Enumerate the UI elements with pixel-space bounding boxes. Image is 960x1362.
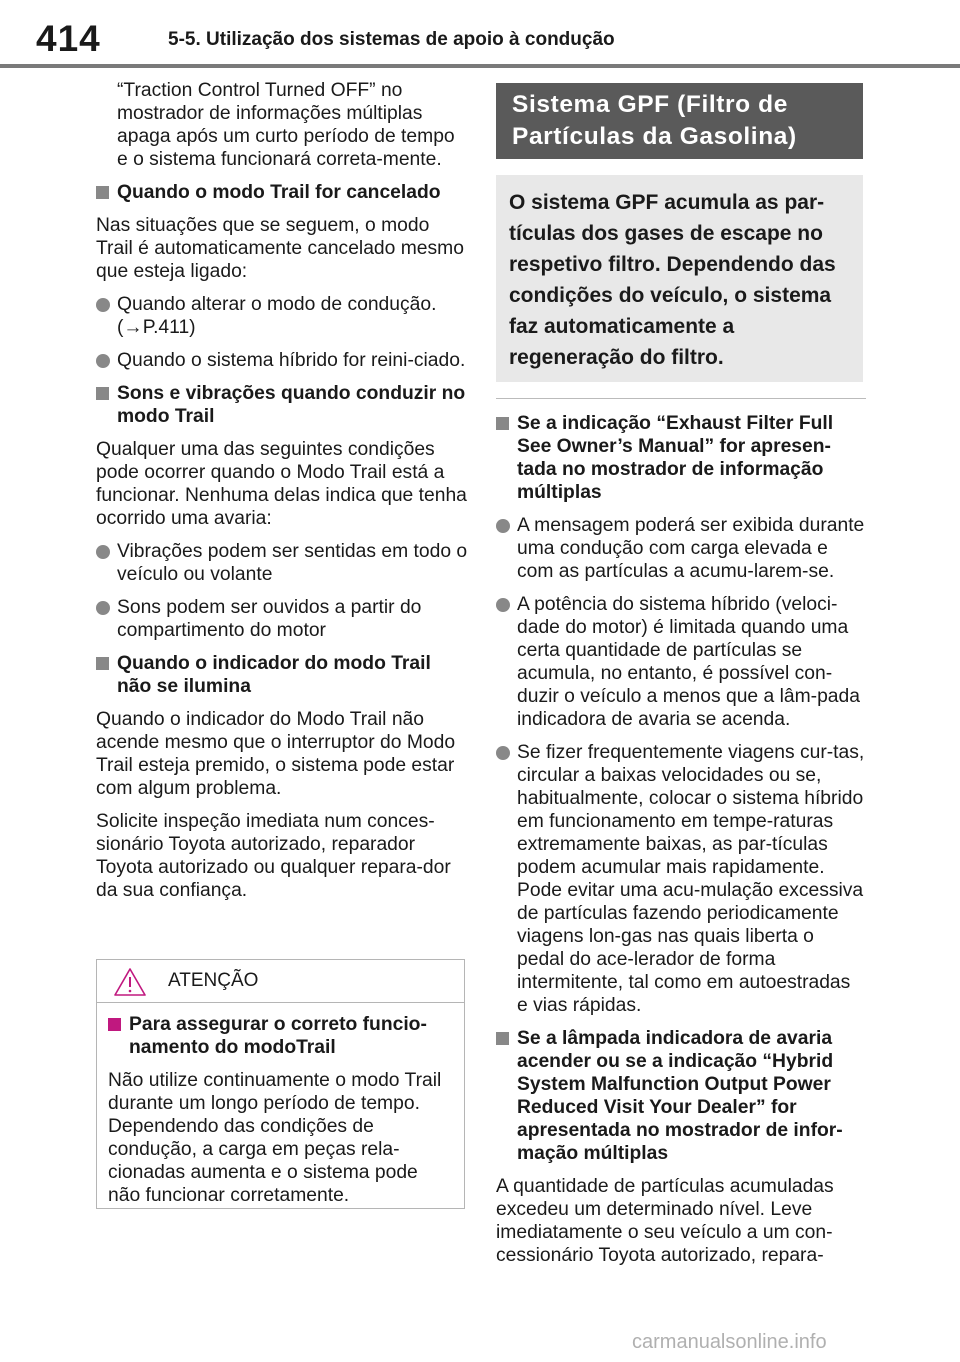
- watermark-link[interactable]: carmanualsonline.info: [632, 1331, 827, 1353]
- paragraph: Nas situações que se seguem, o modo Trail é automaticamente cancelado mesmo que esteja ligado:: [96, 215, 464, 282]
- square-bullet-icon: [496, 417, 509, 430]
- warning-label: ATENÇÃO: [168, 970, 259, 991]
- divider: [496, 398, 866, 399]
- warning-header: [97, 960, 464, 1003]
- list-item: A mensagem poderá ser exibida durante uma condução com carga elevada e com as partículas a acumu-larem-se.: [496, 514, 866, 583]
- circle-bullet-icon: [496, 598, 510, 612]
- square-bullet-icon: [108, 1018, 121, 1031]
- page-number: 414: [36, 18, 101, 59]
- paragraph: Quando o indicador do Modo Trail não acende mesmo que o interruptor do Modo Trail esteja premido, o sistema pode estar com algum problema.: [96, 709, 456, 799]
- section-heading-sounds-vibrations: Sons e vibrações quando conduzir no modo Trail: [96, 382, 468, 428]
- circle-bullet-icon: [96, 298, 110, 312]
- list-item: Vibrações podem ser sentidas em todo o veículo ou volante: [96, 540, 468, 586]
- intro-paragraph: “Traction Control Turned OFF” no mostrador de informações múltiplas apaga após um curto período de tempo e o sistema funcionará correta-mente.: [117, 80, 455, 170]
- warning-text: Não utilize continuamente o modo Trail durante um longo período de tempo. Dependendo das condições de condução, a carga em peças rela-cionadas aumenta e o sistema pode não funcionar corretamente.: [108, 1070, 442, 1206]
- warning-body: [97, 1003, 464, 1207]
- list-item: Sons podem ser ouvidos a partir do compartimento do motor: [96, 596, 468, 642]
- gpf-section-title: Sistema GPF (Filtro de Partículas da Gasolina): [496, 83, 863, 159]
- circle-bullet-icon: [96, 354, 110, 368]
- gpf-intro-box: O sistema GPF acumula as par-tículas dos gases de escape no respetivo filtro. Dependendo das condições do veículo, o sistema faz automaticamente a regeneração do filtro.: [496, 175, 863, 382]
- paragraph: A quantidade de partículas acumuladas excedeu um determinado nível. Leve imediatamente o seu veículo a um con-cessionário Toyota autorizado, repara-: [496, 1176, 834, 1266]
- square-bullet-icon: [96, 657, 109, 670]
- paragraph: Solicite inspeção imediata num conces-sionário Toyota autorizado, reparador Toyota autorizado ou qualquer repara-dor da sua confiança.: [96, 811, 451, 901]
- section-heading-trail-cancelled: Quando o modo Trail for cancelado: [96, 181, 468, 204]
- square-bullet-icon: [96, 387, 109, 400]
- left-column: [96, 79, 468, 912]
- section-heading-indicator-not-lit: Quando o indicador do modo Trail não se ilumina: [96, 652, 468, 698]
- square-bullet-icon: [496, 1032, 509, 1045]
- square-bullet-icon: [96, 186, 109, 199]
- right-column: [496, 83, 866, 1277]
- list-item: Quando o sistema híbrido for reini-ciado.: [96, 349, 468, 372]
- warning-title: Para assegurar o correto funcio-namento do modoTrail: [108, 1013, 452, 1059]
- header-rule: [0, 64, 960, 68]
- section-heading-exhaust-filter-full: Se a indicação “Exhaust Filter Full See Owner’s Manual” for apresen-tada no mostrador de informação múltiplas: [496, 412, 866, 504]
- circle-bullet-icon: [96, 545, 110, 559]
- paragraph: Qualquer uma das seguintes condições pode ocorrer quando o Modo Trail está a funcionar. Nenhuma delas indica que tenha ocorrido uma avaria:: [96, 439, 467, 529]
- list-item: Quando alterar o modo de condução. (→P.411): [96, 293, 468, 339]
- warning-triangle-icon: [113, 967, 147, 997]
- list-item: Se fizer frequentemente viagens cur-tas, circular a baixas velocidades ou se, habitualmente, colocar o sistema híbrido em funcionamento em tempe-raturas extremamente baixas, as par-tículas podem acumular mais rapidamente. Pode evitar uma acu-mulação excessiva de partículas fazendo periodicamente viagens lon-gas nas quais liberta o pedal do ace-lerador de forma intermitente, tal como em autoestradas e vias rápidas.: [496, 741, 866, 1017]
- list-item: A potência do sistema híbrido (veloci-dade do motor) é limitada quando uma certa quantidade de partículas se acumula, no entanto, é possível con-duzir o veículo a menos que a lâm-pada indicadora de avaria se acenda.: [496, 593, 866, 731]
- circle-bullet-icon: [496, 519, 510, 533]
- section-title: 5-5. Utilização dos sistemas de apoio à condução: [168, 29, 615, 50]
- warning-box: [96, 959, 465, 1209]
- circle-bullet-icon: [96, 601, 110, 615]
- section-heading-malfunction-lamp: Se a lâmpada indicadora de avaria acender ou se a indicação “Hybrid System Malfunction Output Power Reduced Visit Your Dealer” for apresentada no mostrador de infor-mação múltiplas: [496, 1027, 866, 1165]
- circle-bullet-icon: [496, 746, 510, 760]
- page-header: [0, 0, 960, 70]
